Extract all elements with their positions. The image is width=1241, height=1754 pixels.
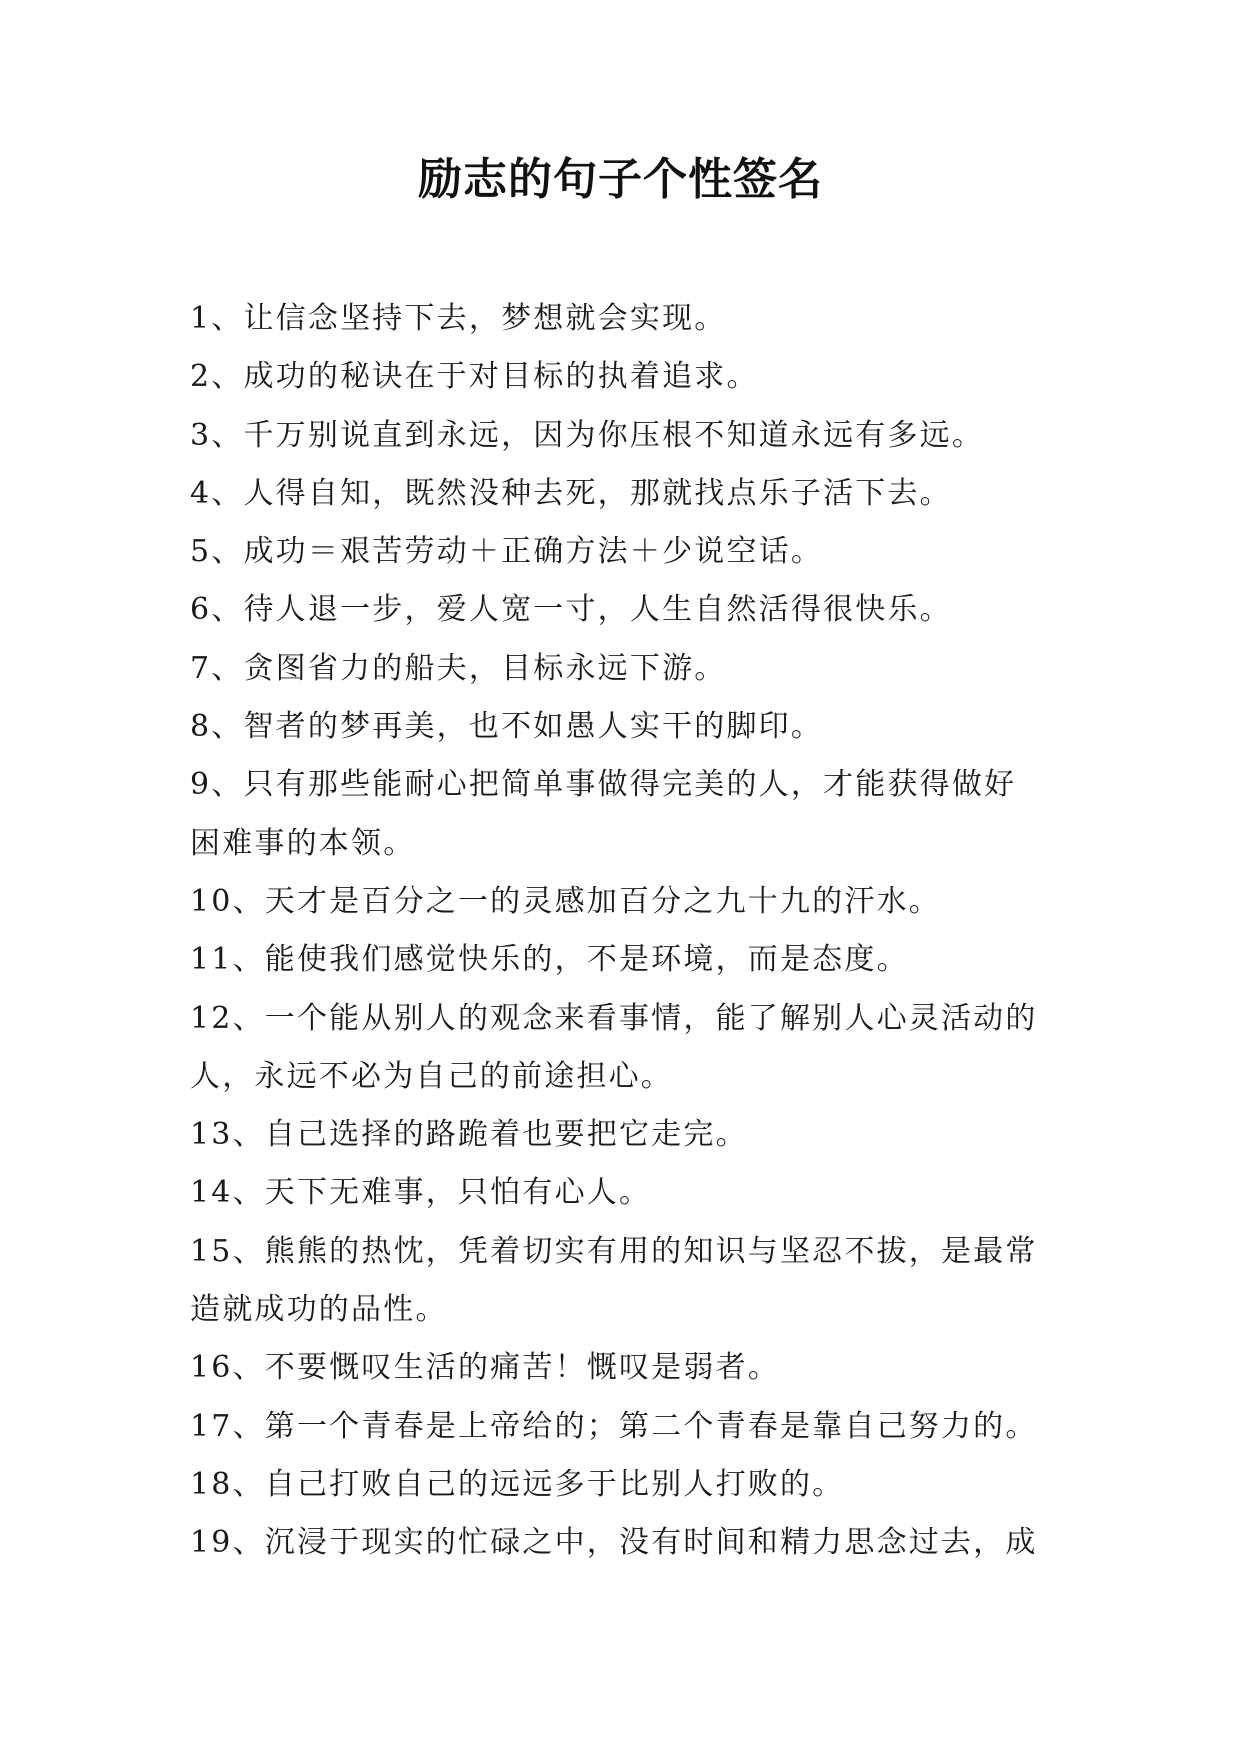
quote-line-continuation: 困难事的本领。 — [190, 825, 416, 861]
quote-line-continuation: 造就成功的品性。 — [190, 1292, 448, 1328]
quote-line: 19、沉浸于现实的忙碌之中，没有时间和精力思念过去，成 — [190, 1525, 1038, 1561]
quote-line: 15、熊熊的热忱，凭着切实有用的知识与坚忍不拔，是最常 — [190, 1233, 1038, 1269]
quote-line: 2、成功的秘诀在于对目标的执着追求。 — [190, 359, 759, 395]
document-title: 励志的句子个性签名 — [418, 154, 823, 205]
quote-line-continuation: 人，永远不必为自己的前途担心。 — [190, 1058, 673, 1094]
quote-list — [190, 290, 1070, 1573]
quote-line: 13、自己选择的路跪着也要把它走完。 — [190, 1117, 748, 1153]
quote-line: 9、只有那些能耐心把简单事做得完美的人，才能获得做好 — [190, 767, 1017, 803]
quote-line: 6、待人退一步，爱人宽一寸，人生自然活得很快乐。 — [190, 592, 952, 628]
quote-line: 5、成功＝艰苦劳动＋正确方法＋少说空话。 — [190, 534, 824, 570]
quote-line: 8、智者的梦再美，也不如愚人实干的脚印。 — [190, 709, 824, 745]
quote-line: 14、天下无难事，只怕有心人。 — [190, 1175, 652, 1211]
quote-line: 1、让信念坚持下去，梦想就会实现。 — [190, 301, 727, 336]
quote-line: 18、自己打败自己的远远多于比别人打败的。 — [190, 1466, 845, 1502]
quote-line: 17、第一个青春是上帝给的；第二个青春是靠自己努力的。 — [190, 1408, 1038, 1444]
quote-line: 4、人得自知，既然没种去死，那就找点乐子活下去。 — [190, 475, 952, 511]
quote-line: 16、不要慨叹生活的痛苦！慨叹是弱者。 — [190, 1350, 780, 1386]
quote-line: 7、贪图省力的船夫，目标永远下游。 — [190, 650, 727, 686]
quote-line: 3、千万别说直到永远，因为你压根不知道永远有多远。 — [190, 417, 985, 453]
quote-line: 12、一个能从别人的观念来看事情，能了解别人心灵活动的 — [190, 1000, 1038, 1036]
quote-line: 11、能使我们感觉快乐的，不是环境，而是态度。 — [190, 942, 909, 978]
quote-line: 10、天才是百分之一的灵感加百分之九十九的汗水。 — [190, 883, 941, 919]
